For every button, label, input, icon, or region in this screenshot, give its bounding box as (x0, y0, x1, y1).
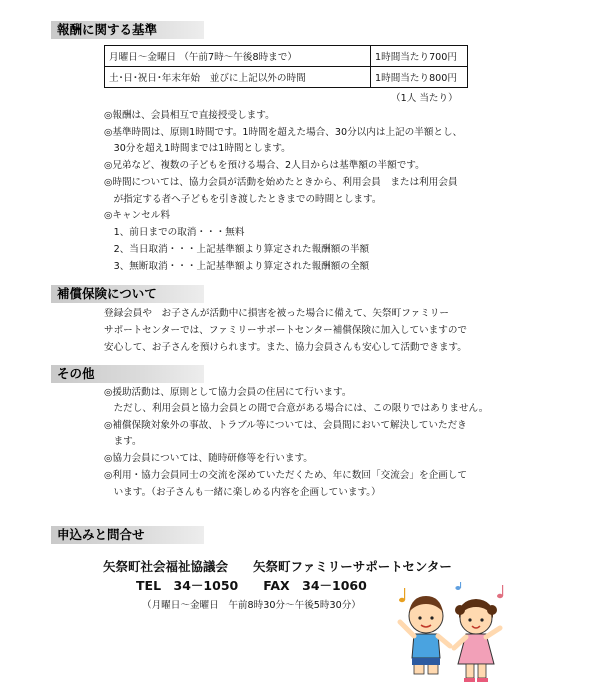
music-note-icon (455, 582, 461, 590)
fee-line: ◎キャンセル料 (104, 210, 170, 221)
fee-row-amount: 1時間当たり700円 (371, 46, 468, 67)
insurance-line: 安心して、お子さんを預けられます。また、協力会員さんも安心して活動できます。 (104, 342, 467, 353)
other-line: ◎協力会員については、随時研修等を行います。 (104, 453, 313, 464)
section-heading-contact: 申込みと問合せ (51, 526, 204, 544)
phone-fax: TEL 34－1050 FAX 34－1060 (136, 578, 367, 593)
fee-row-label: 月曜日～金曜日 （午前7時～午後8時まで） (105, 46, 371, 67)
other-line: ます。 (104, 436, 142, 447)
music-note-icon (399, 588, 405, 602)
fee-row-amount: 1時間当たり800円 (371, 67, 468, 88)
boy-figure (400, 596, 450, 674)
music-note-icon (497, 585, 503, 598)
insurance-line: 登録会員や お子さんが活動中に損害を被った場合に備えて、矢祭町ファミリー (104, 308, 449, 319)
section-heading-other: その他 (51, 365, 204, 383)
section-heading-fees: 報酬に関する基準 (51, 21, 204, 39)
fee-line: ◎報酬は、会員相互で直接授受します。 (104, 110, 275, 121)
fee-line: ◎時間については、協力会員が活動を始めたときから、利用会員 または利用会員 (104, 177, 458, 188)
section-heading-insurance: 補償保険について (51, 285, 204, 303)
insurance-line: サポートセンターでは、ファミリーサポートセンター補償保険に加入していますので (104, 325, 468, 336)
fee-line: 30分を超え1時間までは1時間とします。 (104, 143, 291, 154)
fee-line: 2、当日取消・・・上記基準額より算定された報酬額の半額 (104, 244, 370, 255)
other-line: ただし、利用会員と協力会員との間で合意がある場合には、この限りではありません。 (104, 403, 489, 414)
children-illustration (392, 582, 512, 688)
other-line: ◎補償保険対象外の事故、トラブル等については、会員間において解決していただき (104, 420, 467, 431)
fee-row-label: 土･日･祝日･年末年始 並びに上記以外の時間 (105, 67, 371, 88)
organization-names: 矢祭町社会福祉協議会 矢祭町ファミリーサポートセンター (103, 559, 452, 574)
other-line: います。（お子さんも一緒に楽しめる内容を企画しています。） (104, 487, 381, 498)
table-row (105, 67, 468, 88)
fee-table (104, 45, 468, 88)
other-line: ◎利用・協力会員同士の交流を深めていただくため、年に数回「交流会」を企画して (104, 470, 467, 481)
fee-line: 3、無断取消・・・上記基準額より算定された報酬額の全額 (104, 261, 370, 272)
fee-line: ◎基準時間は、原則1時間です。1時間を超えた場合、30分以内は上記の半額とし、 (104, 127, 463, 138)
table-row (105, 46, 468, 67)
fee-note: （1人 当たり） (391, 93, 458, 104)
fee-line: 1、前日までの取消・・・無料 (104, 227, 245, 238)
girl-figure (454, 599, 500, 682)
office-hours: （月曜日～金曜日 午前8時30分～午後5時30分） (142, 600, 361, 611)
other-line: ◎援助活動は、原則として協力会員の住居にて行います。 (104, 387, 352, 398)
fee-line: ◎兄弟など、複数の子どもを預ける場合、2人目からは基準額の半額です。 (104, 160, 425, 171)
fee-line: が指定する者へ子どもを引き渡したときまでの時間とします。 (104, 194, 382, 205)
